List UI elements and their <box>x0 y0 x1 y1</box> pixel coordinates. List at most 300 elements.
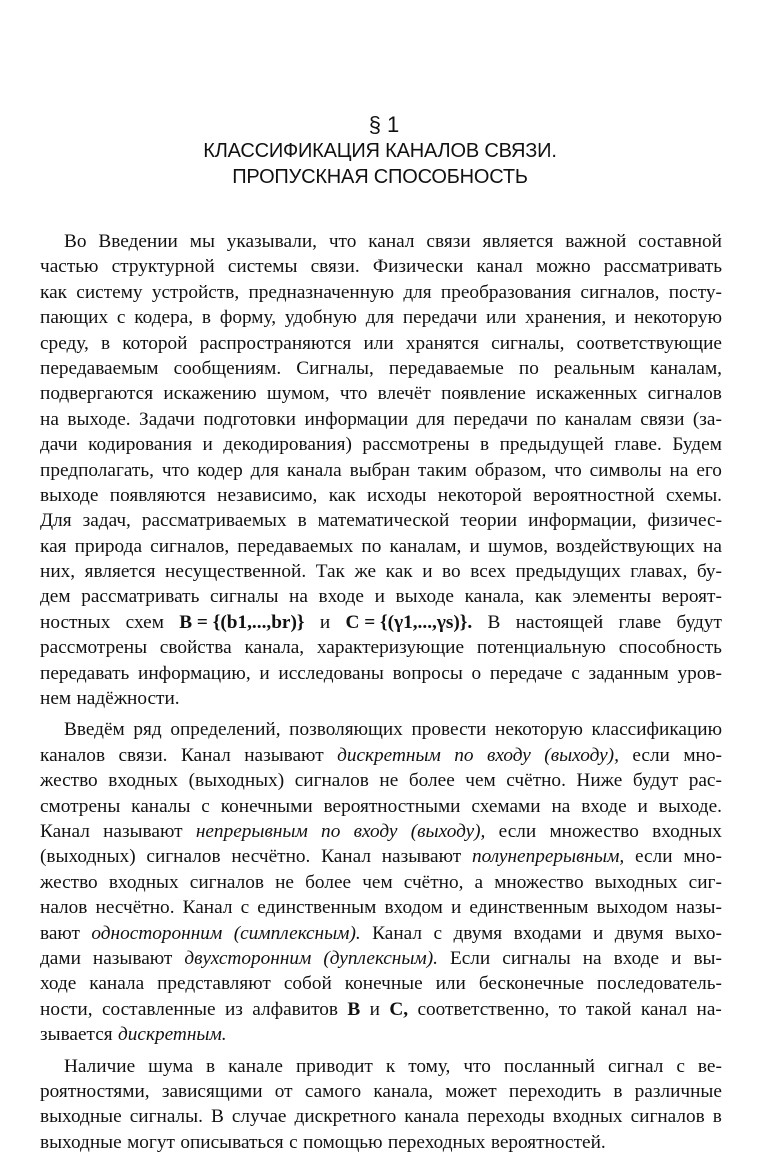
word: составленные <box>102 997 216 1022</box>
word: в <box>298 508 307 533</box>
word: Наличие <box>64 1054 135 1079</box>
word: передаваемым <box>40 356 159 381</box>
word: выходных <box>595 870 678 895</box>
word: сигналов <box>648 381 722 406</box>
word: чем <box>362 870 392 895</box>
word: не <box>379 768 398 793</box>
word: соответственно, <box>417 997 549 1022</box>
word: жество <box>40 768 98 793</box>
word: переходных <box>388 1130 486 1155</box>
word: является <box>85 559 156 584</box>
word: на <box>670 458 689 483</box>
word: искаженных <box>536 381 637 406</box>
paragraph <box>40 1054 722 1155</box>
word: передаче <box>490 661 563 686</box>
word: сигнал <box>608 1054 663 1079</box>
word: различные <box>635 1079 722 1104</box>
word: выходом <box>597 895 668 920</box>
word: соответствующие <box>577 331 722 356</box>
word: (выходных) <box>189 768 285 793</box>
word: канала <box>287 458 342 483</box>
word: некоторую <box>634 305 722 330</box>
word: провести <box>411 717 486 742</box>
word: кодер <box>197 458 242 483</box>
text-line <box>40 1022 722 1047</box>
word: нем <box>40 686 71 711</box>
word: кодирования <box>88 432 192 457</box>
word: удобную <box>285 305 357 330</box>
word: свойства <box>160 635 232 660</box>
word: каналам, <box>650 356 722 381</box>
word: исследованы <box>278 661 384 686</box>
word: каналов <box>40 743 105 768</box>
word: будут <box>633 768 678 793</box>
word: рассматривать <box>81 584 199 609</box>
word: некоторую <box>495 717 583 742</box>
word: описываться <box>180 1130 283 1155</box>
word: рассмотрены <box>40 635 147 660</box>
word: или <box>363 331 393 356</box>
word: теории <box>460 508 517 533</box>
section-title-line-2: ПРОПУСКНАЯ СПОСОБНОСТЬ <box>0 164 760 190</box>
word: с <box>676 1054 685 1079</box>
word: задач, <box>83 508 131 533</box>
word: устройств, <box>152 280 239 305</box>
word: и <box>370 997 380 1022</box>
word: таким <box>418 458 467 483</box>
word: входных <box>108 768 178 793</box>
word: связи <box>426 229 470 254</box>
word: информацию, <box>138 661 251 686</box>
word: информации <box>304 407 408 432</box>
word: сигналов <box>631 1104 705 1129</box>
word: входу <box>354 819 398 844</box>
word: потенциальную <box>477 635 606 660</box>
word: к <box>386 1054 395 1079</box>
text-line <box>40 921 722 946</box>
word: В <box>488 610 501 635</box>
text-line <box>40 254 722 279</box>
word: счётно. <box>506 768 566 793</box>
word: предполагать, <box>40 458 154 483</box>
text-line <box>40 1079 722 1104</box>
text-line <box>40 794 722 819</box>
word: выходе. <box>67 407 130 432</box>
word: указывали, <box>227 229 317 254</box>
word: вают <box>40 921 80 946</box>
word: реальным <box>554 356 635 381</box>
word: Физически <box>373 254 463 279</box>
word: в <box>206 1054 215 1079</box>
word: В <box>211 1104 224 1129</box>
word: с <box>117 305 126 330</box>
word: входами <box>514 921 582 946</box>
word: (выходных) <box>40 844 136 869</box>
word: и <box>320 610 330 635</box>
word: переходить <box>509 1079 601 1104</box>
word: рас- <box>689 768 722 793</box>
word: способность <box>619 635 722 660</box>
word: и <box>259 661 269 686</box>
word: входом <box>384 895 442 920</box>
word: входе <box>614 946 659 971</box>
word: зависящими <box>162 1079 263 1104</box>
word: что <box>463 1054 491 1079</box>
word: шума <box>148 1054 193 1079</box>
word: математической <box>318 508 450 533</box>
word: можно <box>536 254 591 279</box>
word: канала <box>89 971 144 996</box>
word: если <box>635 844 673 869</box>
word: мы <box>190 229 215 254</box>
word: жество <box>40 870 98 895</box>
word: сигналов <box>146 844 220 869</box>
word: из <box>225 997 243 1022</box>
word: сигналы. <box>130 1104 203 1129</box>
word: более <box>305 870 351 895</box>
word: связи. <box>118 743 167 768</box>
word: тому, <box>408 1054 450 1079</box>
word: главе <box>619 610 662 635</box>
word: сигналов <box>295 768 369 793</box>
word: элементы <box>573 584 652 609</box>
word: заданным <box>588 661 668 686</box>
word: мно- <box>683 743 722 768</box>
word: входе <box>581 794 626 819</box>
word: Канал <box>372 921 422 946</box>
word: символы <box>590 458 662 483</box>
text-line <box>40 635 722 660</box>
word: связи <box>640 407 684 432</box>
text-line <box>40 584 722 609</box>
word: природа <box>75 534 142 559</box>
word: выходе <box>396 584 454 609</box>
text-line <box>40 381 722 406</box>
word: форму, <box>220 305 276 330</box>
word: схем <box>126 610 164 635</box>
word: на- <box>697 997 722 1022</box>
text-line <box>40 534 722 559</box>
word: непрерывным <box>196 819 308 844</box>
word: ности, <box>40 997 93 1022</box>
section-heading <box>0 112 760 190</box>
word: настоящей <box>516 610 603 635</box>
text-line <box>40 483 722 508</box>
text-line <box>40 997 722 1022</box>
word: мно- <box>683 844 722 869</box>
word: некоторой <box>438 483 522 508</box>
word: роятностями, <box>40 1079 150 1104</box>
word: надёжности. <box>76 686 179 711</box>
word: бу- <box>697 559 722 584</box>
word: что <box>554 458 582 483</box>
word: двумя <box>615 921 664 946</box>
word: является <box>483 229 554 254</box>
word: рассматривать <box>604 254 722 279</box>
word: кая <box>40 534 67 559</box>
word: сиг- <box>689 870 722 895</box>
word: входных <box>109 870 179 895</box>
text-line <box>40 559 722 584</box>
word: выхо- <box>675 921 722 946</box>
section-title-line-1: КЛАССИФИКАЦИЯ КАНАЛОВ СВЯЗИ. <box>0 138 760 164</box>
word: на <box>289 584 308 609</box>
word: Во <box>64 229 87 254</box>
word: схемы. <box>666 483 722 508</box>
word: дами <box>40 946 81 971</box>
word: частью <box>40 254 98 279</box>
word: что <box>340 381 368 406</box>
word: бесконечные <box>479 971 584 996</box>
word: и <box>615 305 625 330</box>
word: вероятностей. <box>491 1130 606 1155</box>
word: по <box>454 743 473 768</box>
word: канал <box>476 254 522 279</box>
word: последователь- <box>597 971 722 996</box>
word: односторонним <box>91 921 222 946</box>
text-line <box>40 768 722 793</box>
word: входе <box>319 584 364 609</box>
word: что <box>329 229 357 254</box>
word: такой <box>586 997 632 1022</box>
word: них, <box>40 559 75 584</box>
word: хранения, <box>525 305 606 330</box>
word: передавать <box>40 661 129 686</box>
word: каналам, <box>389 534 461 559</box>
word: каналы <box>131 794 190 819</box>
word: связи. <box>311 254 360 279</box>
word: системы <box>228 254 298 279</box>
word: предыдущей <box>500 432 604 457</box>
word: (за- <box>693 407 722 432</box>
word: C, <box>389 997 408 1022</box>
word: назы- <box>676 895 722 920</box>
word: и <box>375 584 385 609</box>
word: независимо, <box>217 483 317 508</box>
word: среду, <box>40 331 89 356</box>
word: передачи <box>453 407 527 432</box>
word: сигналы <box>502 946 570 971</box>
word: сигналы, <box>491 331 564 356</box>
word: на <box>551 794 570 819</box>
word: в <box>713 1104 722 1129</box>
word: (симплексным). <box>234 921 361 946</box>
word: исходы <box>367 483 426 508</box>
text-line <box>40 661 722 686</box>
word: двумя <box>453 921 502 946</box>
text-line <box>40 508 722 533</box>
word: дискретного <box>295 1104 397 1129</box>
text-line <box>40 870 722 895</box>
word: канал <box>641 997 687 1022</box>
word: в <box>202 305 211 330</box>
word: характеризующие <box>317 635 464 660</box>
word: передаваемых <box>237 534 353 559</box>
word: несчётно. <box>231 844 310 869</box>
word: дискретным <box>337 743 441 768</box>
word: передачи <box>403 305 477 330</box>
text-line <box>40 717 722 742</box>
word: структурной <box>112 254 215 279</box>
word: единственным <box>257 895 376 920</box>
word: Канал <box>40 819 90 844</box>
word: вопросы <box>393 661 463 686</box>
word: рассмотрены <box>362 432 469 457</box>
word: с <box>289 1130 298 1155</box>
word: то <box>559 997 577 1022</box>
word: выходные <box>40 1104 122 1129</box>
word: для <box>403 280 431 305</box>
word: (выходу), <box>544 743 619 768</box>
word: образом, <box>475 458 546 483</box>
word: определений, <box>170 717 280 742</box>
text-line <box>40 971 722 996</box>
word: множество <box>549 819 638 844</box>
word: шумом, <box>267 381 330 406</box>
word: выходе <box>40 483 98 508</box>
word: могут <box>127 1130 175 1155</box>
word: называют <box>382 844 461 869</box>
word: как <box>40 280 67 305</box>
text-line <box>40 432 722 457</box>
word: канала, <box>373 1079 433 1104</box>
word: канала, <box>465 584 525 609</box>
word: Введём <box>64 717 125 742</box>
word: и <box>593 921 603 946</box>
word: предыдущих <box>515 559 620 584</box>
word: называют <box>244 743 323 768</box>
word: не <box>275 870 294 895</box>
word: сигналов, <box>150 534 229 559</box>
word: сообщениям. <box>174 356 282 381</box>
word: или <box>436 971 466 996</box>
word: дачи <box>40 432 78 457</box>
word: как <box>329 483 356 508</box>
word: сигналов <box>190 870 264 895</box>
word: в <box>480 432 489 457</box>
word: вероят- <box>662 584 722 609</box>
word: Канал <box>183 895 233 920</box>
word: физичес- <box>648 508 722 533</box>
word: Так <box>316 559 345 584</box>
word: канале <box>228 1054 283 1079</box>
word: приводит <box>296 1054 373 1079</box>
word: счётно, <box>404 870 464 895</box>
word: ходе <box>40 971 76 996</box>
text-line <box>40 610 722 635</box>
word: же <box>354 559 376 584</box>
word: или <box>486 305 516 330</box>
text-line <box>40 1104 722 1129</box>
text-line <box>40 229 722 254</box>
word: случае <box>232 1104 287 1129</box>
word: Канал <box>181 743 231 768</box>
word: передаваемые <box>389 356 504 381</box>
word: единственным <box>469 895 588 920</box>
word: выходе. <box>659 794 722 819</box>
word: называют <box>93 946 172 971</box>
word: с <box>433 921 442 946</box>
word: информации, <box>528 508 637 533</box>
word: пающих <box>40 305 108 330</box>
word: уров- <box>678 661 722 686</box>
word: и <box>469 534 479 559</box>
text-line <box>40 407 722 432</box>
word: которой <box>122 331 187 356</box>
word: что <box>162 458 190 483</box>
word: называют <box>103 819 182 844</box>
text-line <box>40 686 722 711</box>
word: Задачи <box>139 407 195 432</box>
text-line <box>40 946 722 971</box>
word: по <box>361 534 381 559</box>
word: сигналы <box>210 584 278 609</box>
word: по <box>536 407 556 432</box>
word: с <box>201 794 210 819</box>
word: его <box>696 458 722 483</box>
paragraph <box>40 717 722 1047</box>
word: канал <box>368 229 414 254</box>
word: алфавитов <box>252 997 338 1022</box>
word: о <box>472 661 482 686</box>
word: посланный <box>504 1054 595 1079</box>
word: посту- <box>669 280 722 305</box>
word: и <box>422 559 432 584</box>
word: полунепрерывным, <box>472 844 624 869</box>
word: в <box>101 331 110 356</box>
word: схемами <box>471 794 540 819</box>
word: во <box>442 559 461 584</box>
word: выходные <box>40 1130 122 1155</box>
word: классификацию <box>592 717 722 742</box>
word: представляют <box>157 971 271 996</box>
word: C = {(γ1,...,γs)}. <box>346 610 473 635</box>
word: конечные <box>345 971 423 996</box>
word: от <box>275 1079 293 1104</box>
word: B = {(b1,...,br)} <box>179 610 304 635</box>
text-line <box>40 331 722 356</box>
word: декодирования) <box>223 432 352 457</box>
word: если <box>499 819 537 844</box>
word: зывается <box>40 1022 113 1047</box>
word: подвергаются <box>40 381 153 406</box>
word: на <box>703 534 722 559</box>
word: для <box>366 305 394 330</box>
text-line <box>40 305 722 330</box>
word: хранятся <box>406 331 479 356</box>
word: двухсторонним <box>184 946 311 971</box>
word: входных <box>652 819 722 844</box>
word: позволяющих <box>289 717 403 742</box>
word: будут <box>677 610 722 635</box>
word: несчётно. <box>96 895 175 920</box>
word: для <box>251 458 279 483</box>
word: более <box>409 768 455 793</box>
text-line <box>40 743 722 768</box>
word: главах, <box>630 559 687 584</box>
body-text <box>40 229 722 1155</box>
word: важной <box>565 229 626 254</box>
word: входу <box>487 743 531 768</box>
word: появление <box>441 381 526 406</box>
text-line <box>40 1130 722 1155</box>
word: составной <box>638 229 722 254</box>
word: систему <box>76 280 142 305</box>
word: (выходу), <box>411 819 486 844</box>
word: множество <box>494 870 583 895</box>
word: и <box>451 895 461 920</box>
word: кодера, <box>134 305 193 330</box>
